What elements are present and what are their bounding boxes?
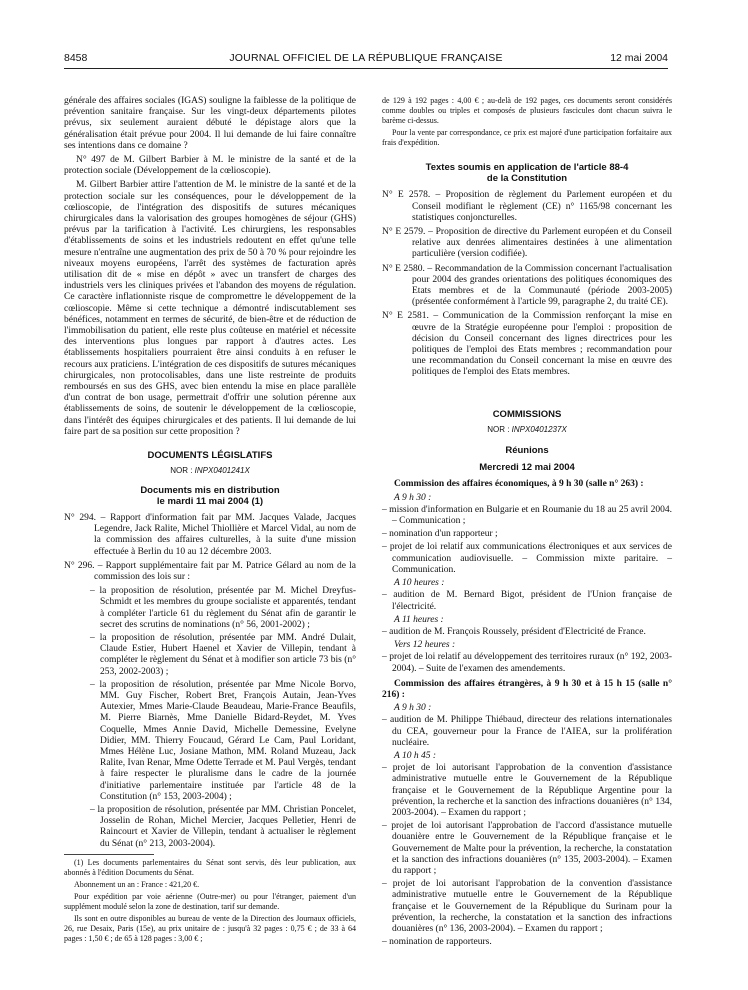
list-item: – la proposition de résolution, présentée par MM. Christian Poncelet, Josselin de Rohan, Michel Mercier, Jacques Pelletier, Henri de Raincourt et Xavier de Villepin, tendant à actualiser le règlement du Sénat (n° 213, 2003-2004). — [90, 804, 356, 849]
footnote: Pour expédition par voie aérienne (Outre-mer) ou pour l'étranger, paiement d'un supplément modulé selon la zone de destination, tarif sur demande. — [64, 891, 356, 911]
section-title-commissions: COMMISSIONS — [492, 408, 562, 420]
reunions-title: Réunions — [505, 445, 549, 457]
nor-line: NOR : INPX0401237X — [487, 424, 567, 434]
time-slot: A 9 h 30 : — [394, 703, 432, 714]
agenda-item: – projet de loi autorisant l'approbation de la convention d'assistance administrative mutuelle entre le Gouvernement de la République française et le Gouvernement de la République Argentine pour la prévention, la recherche et la sanction des infractions douanières (n° 134, 2003-2004). – Examen du rapport ; — [382, 763, 672, 818]
text-entry: N° E 2578. – Proposition de règlement du Parlement européen et du Conseil modifiant le règlement (CE) n° 1165/98 concernant les statistiques conjoncturelles. — [382, 190, 672, 223]
time-slot: A 9 h 30 : — [394, 492, 432, 503]
list-item: – la proposition de résolution, présentée par MM. André Dulait, Claude Estier, Hubert Haenel et Xavier de Villepin, tendant à compléter le règlement du Sénat et à modifier son article 73 bis (n° 253, 2002-2003) ; — [90, 632, 356, 677]
time-slot: A 11 heures : — [394, 614, 444, 625]
agenda-item: – nomination de rapporteurs. — [382, 937, 492, 948]
agenda-item: – projet de loi relatif aux communications électroniques et aux services de communication audiovisuelle. – Commission mixte paritaire. – Communication. — [382, 542, 672, 575]
list-item: – la proposition de résolution, présentée par M. Michel Dreyfus-Schmidt et les membres du groupe socialiste et apparentés, tendant à compléter l'article 61 du règlement du Sénat afin de garantir le secret des scrutins de nominations (n° 56, 2001-2002) ; — [90, 586, 356, 630]
footnote: Ils sont en outre disponibles au bureau de vente de la Direction des Journaux officiels, 26, rue Desaix, Paris (15e), au prix unitaire de : jusqu'à 32 pages : 0,75 € ; de 33 à 64 pages : 1,50 € ; de 65 à 128 pages : 3,00 € ; — [64, 913, 356, 943]
agenda-item: – projet de loi relatif au développement des territoires ruraux (n° 192, 2003-2004). – Suite de l'examen des amendements. — [382, 652, 672, 674]
journal-title: JOURNAL OFFICIEL DE LA RÉPUBLIQUE FRANÇAISE — [229, 52, 503, 64]
question-heading: N° 497 de M. Gilbert Barbier à M. le ministre de la santé et de la protection sociale (Développement de la cœlioscopie). — [64, 155, 356, 177]
article-title: Textes soumis en application de l'article 88-4 de la Constitution — [425, 162, 629, 185]
left-column — [64, 96, 356, 946]
document-entry-296: N° 296. – Rapport supplémentaire fait par M. Patrice Gélard au nom de la commission des lois sur : — [64, 560, 356, 582]
right-column — [382, 96, 672, 950]
footnote: (1) Les documents parlementaires du Sénat sont servis, dès leur publication, aux abonnés à l'édition Documents du Sénat. — [64, 857, 356, 877]
agenda-item: – projet de loi autorisant l'approbation de la convention d'assistance administrative mutuelle entre le Gouvernement de la République française et le Gouvernement de la République du Surinam pour la prévention, la recherche, la constatation et la sanction des infractions douanières (n° 136, 2003-2004). – Examen du rapport ; — [382, 879, 672, 934]
issue-date: 12 mai 2004 — [610, 52, 668, 64]
subsection-title: Documents mis en distribution le mardi 11 mai 2004 (1) — [140, 484, 280, 507]
question-intro: générale des affaires sociales (IGAS) souligne la faiblesse de la politique de prévention sanitaire française. Sur les vingt-deux départements pilotes prévus, six seulement auraient débuté le dépistage alors que la généralisation était prévue pour 2004. Il lui demande de lui faire connaître ses intentions dans ce domaine ? — [64, 96, 356, 151]
meeting-day: Mercredi 12 mai 2004 — [479, 462, 575, 474]
commission-etr: Commission des affaires étrangères, à 9 h 30 et à 15 h 15 (salle n° 216) : — [382, 678, 672, 700]
header-rule — [64, 68, 668, 69]
nor-line: NOR : INPX0401241X — [170, 466, 250, 476]
agenda-item: – mission d'information en Bulgarie et en Roumanie du 18 au 25 avril 2004. – Communication ; — [382, 504, 672, 527]
text-entry: N° E 2580. – Recommandation de la Commission concernant l'actualisation pour 2004 des grandes orientations des politiques économiques des Etats membres et de la Communauté (période 2003-2005) (présentée conformément à l'article 99, paragraphe 2, du traité CE). — [382, 263, 672, 308]
agenda-item: – audition de M. Philippe Thiébaud, directeur des relations internationales du CEA, gouverneur pour la France de l'AIEA, sur la prolifération nucléaire. — [382, 715, 672, 748]
time-slot: Vers 12 heures : — [394, 640, 456, 651]
time-slot: A 10 h 45 : — [394, 750, 437, 761]
agenda-item: – projet de loi autorisant l'approbation de l'accord d'assistance mutuelle douanière entre le Gouvernement de la République française et le Gouvernement de Malte pour la prévention, la recherche, la constatation et la sanction des infractions douanières (n° 135, 2003-2004). – Examen du rapport ; — [382, 821, 672, 876]
text-entry: N° E 2581. – Communication de la Commission renforçant la mise en œuvre de la Stratégie européenne pour l'emploi : proposition de décision du Conseil concernant des lignes directrices pour les politiques de l'emploi des Etats membres ; recommandation pour une recommandation du Conseil concernant la mise en œuvre des politiques de l'emploi des Etats membres. — [382, 311, 672, 378]
price-note: Pour la vente par correspondance, ce prix est majoré d'une participation forfaitaire aux frais d'expédition. — [382, 128, 672, 147]
agenda-item: – audition de M. François Roussely, président d'Electricité de France. — [382, 626, 646, 637]
footnote: Abonnement un an : France : 421,20 €. — [74, 879, 200, 889]
text-entry: N° E 2579. – Proposition de directive du Parlement européen et du Conseil relative aux denrées alimentaires destinées à une alimentation particulière (version codifiée). — [382, 227, 672, 260]
page-header — [64, 52, 668, 66]
question-body: M. Gilbert Barbier attire l'attention de M. le ministre de la santé et de la protection sociale sur les conséquences, pour le développement de la cœlioscopie, de l'intégration des dispositifs de sutures mécaniques chirurgicales dans la valorisation des groupes homogènes de séjour (GHS) prévus par la tarification à l'activité. Les chirurgiens, les responsables d'établissements de soins et les industriels redoutent en effet qu'une telle mesure n'entraîne une augmentation des prix de 50 à 70 % pour rejoindre les niveaux moyens européens, l'arrêt des systèmes de facturation après utilisation dit de « mise en dépôt » avec un transfert de charges des industriels vers les cliniques privées et l'abandon des moyens de régulation. Ce caractère inflationniste risque de compromettre le développement de la cœlioscopie. Même si cette technique a démontré indiscutablement ses bénéfices, notamment en termes de sécurité, de bien-être et de réduction de l'immobilisation du patient, elle reste plus coûteuse en matériel et nécessite des interventions plus longues par rapport à d'autres actes. Les établissements hospitaliers pourraient être ainsi conduits à en refuser le recours aux praticiens. L'intégration de ces dispositifs de sutures mécaniques chirurgicales, non protocolisables, dans une liste restreinte de produits remboursés en sus des GHS, avec bien entendu la mise en place parallèle d'un contrat de bon usage, permettrait d'offrir une solution pérenne aux établissements de soins, de soutenir le développement de la cœlioscopie, dans l'intérêt des équipes chirurgicales et des patients. Il lui demande de lui faire part de sa position sur cette proposition ? — [64, 180, 356, 437]
list-item: – la proposition de résolution, présentée par Mme Nicole Borvo, MM. Guy Fischer, Robert Bret, François Autain, Jean-Yves Autexier, Mmes Marie-Claude Beaudeau, Marie-France Beaufils, M. Pierre Biarnès, Mme Danielle Bidard-Reydet, M. Yves Coquelle, Mmes Annie David, Michelle Demessine, Evelyne Didier, MM. Thierry Foucaud, Gérard Le Cam, Paul Loridant, Mmes Hélène Luc, Josiane Mathon, MM. Roland Muzeau, Jack Ralite, Ivan Renar, Mme Odette Terrade et M. Paul Vergès, tendant à faire respecter le pluralisme dans le cadre de la journée d'initiative parlementaire instituée par l'article 48 de la Constitution (n° 153, 2003-2004) ; — [90, 679, 356, 802]
page-number: 8458 — [64, 52, 88, 64]
section-title-documents: DOCUMENTS LÉGISLATIFS — [147, 450, 273, 462]
price-continuation: de 129 à 192 pages : 4,00 € ; au-delà de 192 pages, ces documents seront considérés comme doubles ou triples et composés de plusieurs fascicules dont chacun suivra le barème ci-dessus. — [382, 96, 672, 125]
time-slot: A 10 heures : — [394, 578, 445, 589]
agenda-item: – nomination d'un rapporteur ; — [382, 529, 498, 540]
commission-eco: Commission des affaires économiques, à 9 h 30 (salle n° 263) : — [394, 479, 644, 490]
document-entry-294: N° 294. – Rapport d'information fait par MM. Jacques Valade, Jacques Legendre, Jack Ralite, Michel Thiollière et Marcel Vidal, au nom de la commission des affaires culturelles, à la suite d'une mission effectuée à Berlin du 10 au 12 décembre 2003. — [64, 512, 356, 557]
agenda-item: – audition de M. Bernard Bigot, président de l'Union française de l'électricité. — [382, 590, 672, 612]
